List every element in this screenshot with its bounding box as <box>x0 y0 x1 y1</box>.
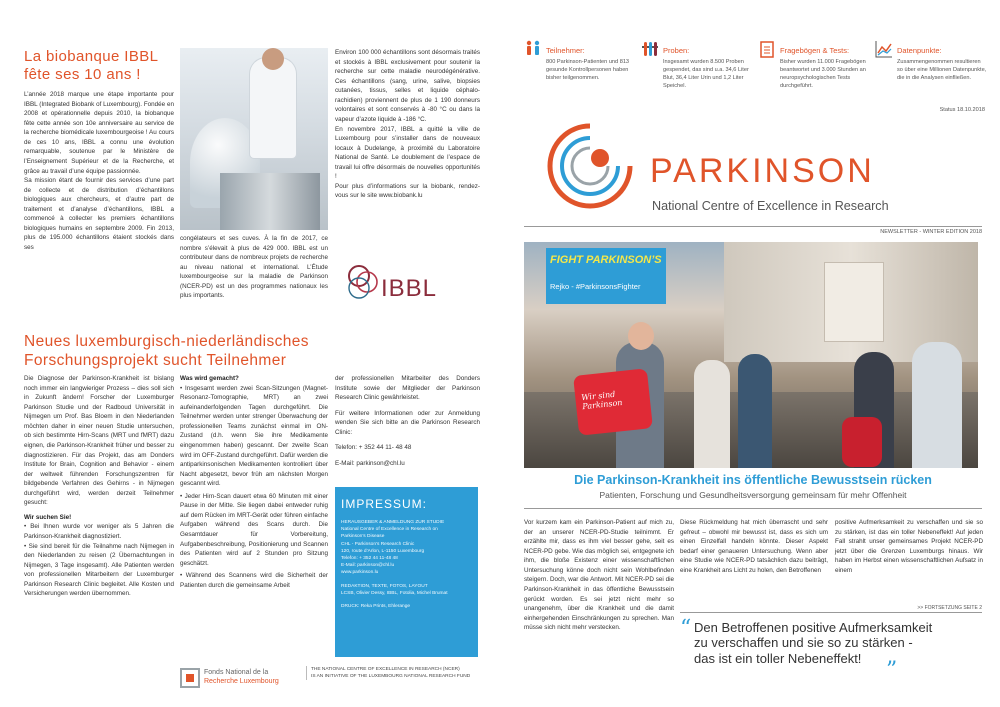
impressum-title: IMPRESSUM: <box>341 497 428 511</box>
close-quote-icon: ” <box>886 658 898 683</box>
impressum-line: DRUCK: Reka Prints, Ehlerange <box>341 603 411 609</box>
phone-text: Telefon: + 352 44 11- 48 48 <box>335 444 412 452</box>
fnr-line-2: Recherche Luxembourg <box>204 678 279 686</box>
right-page <box>500 0 1000 707</box>
fight-banner-title: FIGHT PARKINSON’S <box>550 254 662 266</box>
ncer-footer <box>306 666 496 680</box>
ibbl-column-3 <box>335 48 480 201</box>
paragraph: congélateurs et ses cuves. À la fin de 2017, ce nombre s’élevait à plus de 429 000. IBBL est un contributeur dans de nombreux projets de recherche au niveau national et international. L’Étude luxembourgeoise sur la maladie de Parkinson (NCER-PD) est un des programmes nationaux les plus importants. <box>180 235 328 300</box>
brand-subtitle: National Centre of Excellence in Research <box>652 199 889 213</box>
stat-text: Bisher wurden 11.000 Fragebögen beantwortet und 3.000 Stunden an neuropsychologischen Tests durchgeführt. <box>780 59 866 90</box>
impressum-line: HERAUSGEBER & ANMELDUNG ZUR STUDIE <box>341 520 445 525</box>
study-column-1 <box>24 374 174 599</box>
ibbl-logo-text: IBBL <box>381 275 438 302</box>
impressum-line: E-Mail: parkinson@chl.lu <box>341 563 395 569</box>
edition-rule <box>524 226 982 227</box>
article-column-1: Vor kurzem kam ein Parkinson-Patient auf mich zu, der an unserer NCER-PD-Studie teilnimmt. Er erzählte mir, dass es ihm viel besser gehe, seit es NCER-PD gebe. Wie das möglich sei, entgegnete ich ihm, die bloße Existenz einer wissenschaftlichen Untersuchung könne doch nicht sein Wohlbefinden steigern. Doch, war die Antwort. Mit NCER-PD sei die Parkinson-Krankheit in das öffentliche Bewusstsein gerückt worden. Es sei jetzt nicht mehr so unangenehm, über die Krankheit und die damit einhergehenden Einschränkungen zu sprechen. Man müsse sich nicht mehr verstecken. <box>524 519 674 632</box>
article-column-3: positive Aufmerksamkeit zu verschaffen und sie so zu stärken, ist das ein toller Nebeneffekt! Auf jeden Fall strahlt unser gemeinsames Projekt NCER-PD jetzt über die Grenzen Luxemburgs hinaus. Wir haben im Herbst einen wissenschaftlichen Aufsatz in einem <box>835 519 983 574</box>
ibbl-column-2 <box>180 234 328 301</box>
impressum-line: National Centre of Excellence in Research on <box>341 527 438 533</box>
paragraph: Für weitere Informationen oder zur Anmeldung wenden Sie sich bitte an die Parkinson Research Clinic: <box>335 409 480 436</box>
subheading: Was wird gemacht? <box>180 375 239 382</box>
stat-title: Fragebögen & Tests: <box>780 46 850 55</box>
impressum-line: LCSB, Olivier Dessy, IBBL, Fotolia, Michel Brumat <box>341 590 448 596</box>
impressum-line: Parkinson’s Disease <box>341 534 385 540</box>
parkinson-logo-icon <box>542 118 638 214</box>
impressum-line: 120, route d’Arlon, L-1150 Luxembourg <box>341 548 425 554</box>
bullet-item: • Bei Ihnen wurde vor weniger als 5 Jahren die Parkinson-Krankheit diagnostiziert. <box>24 523 174 540</box>
ncer-line-1: THE NATIONAL CENTRE OF EXCELLENCE IN RESEARCH (NCER) <box>311 667 460 672</box>
impressum-line: REDAKTION, TEXTE, FOTOS, LAYOUT <box>341 583 428 589</box>
fnr-line-1: Fonds National de la <box>204 669 269 676</box>
stat-text: Insgesamt wurden 8.500 Proben gespendet, das sind u.a. 34,6 Liter Blut, 36,4 Liter Urin und 1,2 Liter Speichel. <box>663 59 749 90</box>
stat-text: 800 Parkinson-Patienten und 813 gesunde Kontrollpersonen haben bisher teilgenommen. <box>546 59 630 82</box>
headline-rule <box>524 508 982 509</box>
ncer-line-2: IS AN INITIATIVE OF THE LUXEMBOURG NATIONAL RESEARCH FUND <box>311 674 471 680</box>
bullet-item: • Jeder Hirn-Scan dauert etwa 60 Minuten mit einer Pause in der Mitte. Sie liegen dabei entweder ruhig auf dem Rücken im MRT-Gerät oder führen einfache Aufgaben während des Scans durch. Die Gesamtdauer für Vorbereitung, Aufgabenbeschreibung, Positionierung und Scannen des Patienten wird auf 2 Stunden pro Sitzung geschätzt. <box>180 492 328 567</box>
ibbl-column-1 <box>24 90 174 253</box>
impressum-lines <box>341 519 472 610</box>
fight-banner <box>546 248 666 304</box>
stat-text: Zusammengenommen resultieren so über eine Millionen Datenpunkte, die in die Analysen einfließen. <box>897 59 987 82</box>
stat-title: Datenpunkte: <box>897 46 942 55</box>
continued-link[interactable]: >> FORTSETZUNG SEITE 2 <box>917 605 982 611</box>
fnr-icon <box>180 668 200 688</box>
status-date: Status 18.10.2018 <box>939 107 985 113</box>
paragraph: Pour plus d’informations sur la biobank, rendez-vous sur le site www.biobank.lu <box>335 182 480 200</box>
ibbl-logo <box>345 262 438 306</box>
study-title <box>24 333 484 370</box>
chart-icon <box>875 40 893 58</box>
pull-quote <box>680 616 982 683</box>
paragraph: Sa mission étant de fournir des services d’une part de collecte et de distribution d’échantillons biologiques aux chercheurs, et d’autre part de traitement et d’analyse d’échantillons, IBBL a commencé à collecter les premiers échantillons biologiques humains en septembre 2009. Fin 2013, plus de 195.000 échantillons étaient stockés dans ses <box>24 177 174 251</box>
impressum-line: www.parkinson.lu <box>341 570 379 576</box>
people-icon <box>524 40 542 58</box>
paragraph: L’année 2018 marque une étape importante pour IBBL (Integrated Biobank of Luxembourg). Fondée en 2008 et opérationnelle depuis 2010, la biobanque fête cette année son 10e anniversaire au service de la recherche biomédicale luxembourgeoise ! Au cours de ces 10 ans, IBBL a connu une évolution remarquable, soutenue par le Ministère de l’Enseignement Supérieur et de la Recherche, et grâce au travail d’une équipe passionnée. <box>24 91 174 175</box>
quote-line-3: das ist ein toller Nebeneffekt! <box>694 650 862 666</box>
study-column-3 <box>335 374 480 469</box>
ibbl-rings-icon <box>345 262 379 302</box>
email-text: E-Mail: parkinson@chl.lu <box>335 459 405 467</box>
article-column-2: Diese Rückmeldung hat mich überrascht und sehr gefreut – obwohl mir bewusst ist, dass es sich um einen Einzelfall handeln könnte. Dieser Aspekt bedarf einer genaueren Untersuchung. Wenn aber eine Studie wie NCER-PD tatsächlich dazu beiträgt, eine Krankheit ans Licht zu holen, den Betroffenen <box>680 519 828 574</box>
impressum-line: CHL - Parkinson’s Research Clinic <box>341 541 415 547</box>
article-title <box>24 48 174 84</box>
bullet-item: • Während des Scannens wird die Sicherheit der Patienten durch die gemeinsame Arbeit <box>180 572 328 589</box>
title-line-1: La biobanque IBBL <box>24 48 159 65</box>
study-title-line-1: Neues luxemburgisch-niederländisches <box>24 333 309 350</box>
open-quote-icon: “ <box>680 616 692 641</box>
quote-line-2: zu verschaffen und sie so zu stärken - <box>694 635 913 651</box>
bullet-item: • Sie sind bereit für die Teilnahme nach Nijmegen in den Niederlanden zu reisen (2 Übernachtungen in Nijmegen, 3 Tage insgesamt). Alle Patienten werden von professionellen Mitarbeitern der Luxemburger Parkinson Research Clinic begleitet. Alle Kosten und Versicherungen werden übernommen. <box>24 542 174 598</box>
title-line-2: fête ses 10 ans ! <box>24 66 141 83</box>
stat-title: Teilnehmer: <box>546 46 585 55</box>
tubes-icon <box>641 40 659 58</box>
impressum-box <box>335 487 478 657</box>
impressum-line: Telefon: + 352 44 11-48 48 <box>341 555 398 561</box>
stat-title: Proben: <box>663 46 690 55</box>
clipboard-icon <box>758 40 776 58</box>
paragraph: der professionellen Mitarbeiter des Donders Institute sowie der Mitglieder der Parkinson Research Clinic gewährleistet. <box>335 375 480 402</box>
paragraph: Die Diagnose der Parkinson-Krankheit ist bislang noch immer ein langwieriger Prozess – dies soll sich in Zukunft ändern! Forscher der Luxemburger Parkinson Studie und der Radboud Universität in Nijmegen um Prof. Bas Bloem in den Niederlanden möchten daher in einer neuen Studie untersuchen, ob sich bestimmte Hirn-Scans (MRT und fMRT) dazu eignen, die Parkinson-Krankheit früher und besser zu diagnostizieren. Für das Projekt, das am Donders Institute for Brain, Cognition and Behavior - einem der weltweit führenden Forschungszentren für bildgebende Verfahren des Gehirns - in Nijmegen durchgeführt wird, werden derzeit Teilnehmer gesucht: <box>24 375 174 507</box>
brand-title: PARKINSON <box>650 152 875 190</box>
edition-label: NEWSLETTER - WINTER EDITION 2018 <box>880 229 982 235</box>
protest-sign <box>573 368 653 435</box>
hero-photo <box>524 242 978 468</box>
fight-banner-subtitle: Rejko - #ParkinsonsFighter <box>550 282 641 291</box>
stats-row <box>524 40 987 120</box>
bullet-item: • Insgesamt werden zwei Scan-Sitzungen (Magnet-Resonanz-Tomographie, MRT) an zwei aufeinanderfolgenden Tagen durchgeführt. Die Teilnehmer werden unter strenger Überwachung der professionellen Teams zunächst einmal im ON-Zustand (d.h. wenn Sie ihre Medikamente eingenommen haben) gescannt. Der zweite Scan wird im OFF-Zustand durchgeführt. Dafür werden die antiparkinsonischen Medikamenten kontrolliert über Nacht abgesetzt, bevor früh am nächsten Morgen gescannt wird. <box>180 384 328 488</box>
lab-photo <box>180 48 328 230</box>
quote-rule <box>680 612 982 613</box>
study-title-line-2: Forschungsprojekt sucht Teilnehmer <box>24 351 287 369</box>
main-subline: Patienten, Forschung und Gesundheitsversorgung gemeinsam für mehr Offenheit <box>599 490 907 500</box>
fnr-logo <box>180 666 310 690</box>
subheading: Wir suchen Sie! <box>24 513 72 521</box>
quote-line-1: Den Betroffenen positive Aufmerksamkeit <box>694 620 933 635</box>
sign-text: Wir sind Parkinson <box>580 389 623 412</box>
paragraph: Environ 100 000 échantillons sont désormais traités et stockés à IBBL exclusivement pour soutenir la recherche sur cette maladie neurodégénérative. Ces échantillons (sang, urine, salive, biopsies cutanées, tissus, selles et liquide céphalo-rachidien) proviennent de plus de 1 190 donneurs volontaires et sont conservés à -80 °C ou dans la vapeur d’azote liquide à -186 °C. <box>335 49 480 123</box>
main-headline: Die Parkinson-Krankheit ins öffentliche Bewusstsein rücken <box>574 473 932 487</box>
paragraph: En novembre 2017, IBBL a quitté la ville de Luxembourg pour s’installer dans de nouveaux locaux à Dudelange, à proximité du Laboratoire National de Santé. Le doublement de l’espace de travail lui offre désormais de nouvelles opportunités ! <box>335 125 480 181</box>
study-column-2 <box>180 374 328 590</box>
